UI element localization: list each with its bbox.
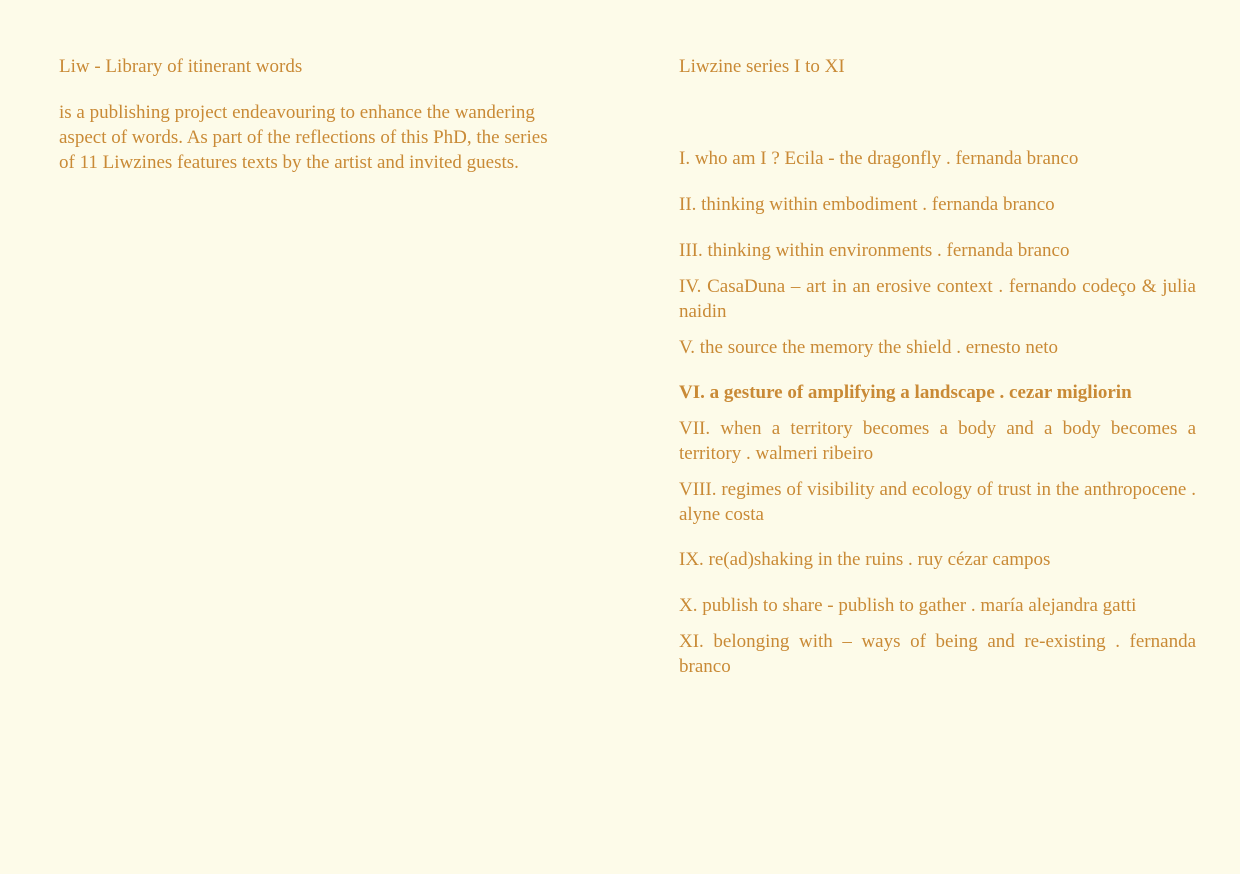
liwzine-entry-6-highlighted: VI. a gesture of amplifying a landscape . cezar migliorin — [679, 382, 1132, 403]
series-title: Liwzine series I to XI — [679, 56, 845, 77]
liwzine-entry-10: X. publish to share - publish to gather . maría alejandra gatti — [679, 595, 1137, 616]
library-title: Liw - Library of itinerant words — [59, 56, 303, 77]
liwzine-entry-5: V. the source the memory the shield . ernesto neto — [679, 337, 1059, 358]
liwzine-entry-8: VIII. regimes of visibility and ecology of trust in the anthropocene . alyne costa — [679, 479, 1196, 525]
liwzine-entry-3: III. thinking within environments . fernanda branco — [679, 240, 1070, 261]
liwzine-entry-1: I. who am I ? Ecila - the dragonfly . fernanda branco — [679, 148, 1079, 169]
liwzine-entry-9: IX. re(ad)shaking in the ruins . ruy cézar campos — [679, 549, 1051, 570]
library-description: is a publishing project endeavouring to enhance the wandering aspect of words. As part of the reflections of this PhD, the series of 11 Liwzines features texts by the artist and invited guests. — [59, 102, 548, 173]
liwzine-entry-11: XI. belonging with – ways of being and re-existing . fernanda branco — [679, 631, 1196, 677]
liwzine-entry-2: II. thinking within embodiment . fernanda branco — [679, 194, 1055, 215]
liwzine-entry-4: IV. CasaDuna – art in an erosive context . fernando codeço & julia naidin — [679, 276, 1196, 322]
liwzine-entry-7: VII. when a territory becomes a body and a body becomes a territory . walmeri ribeiro — [679, 418, 1196, 464]
